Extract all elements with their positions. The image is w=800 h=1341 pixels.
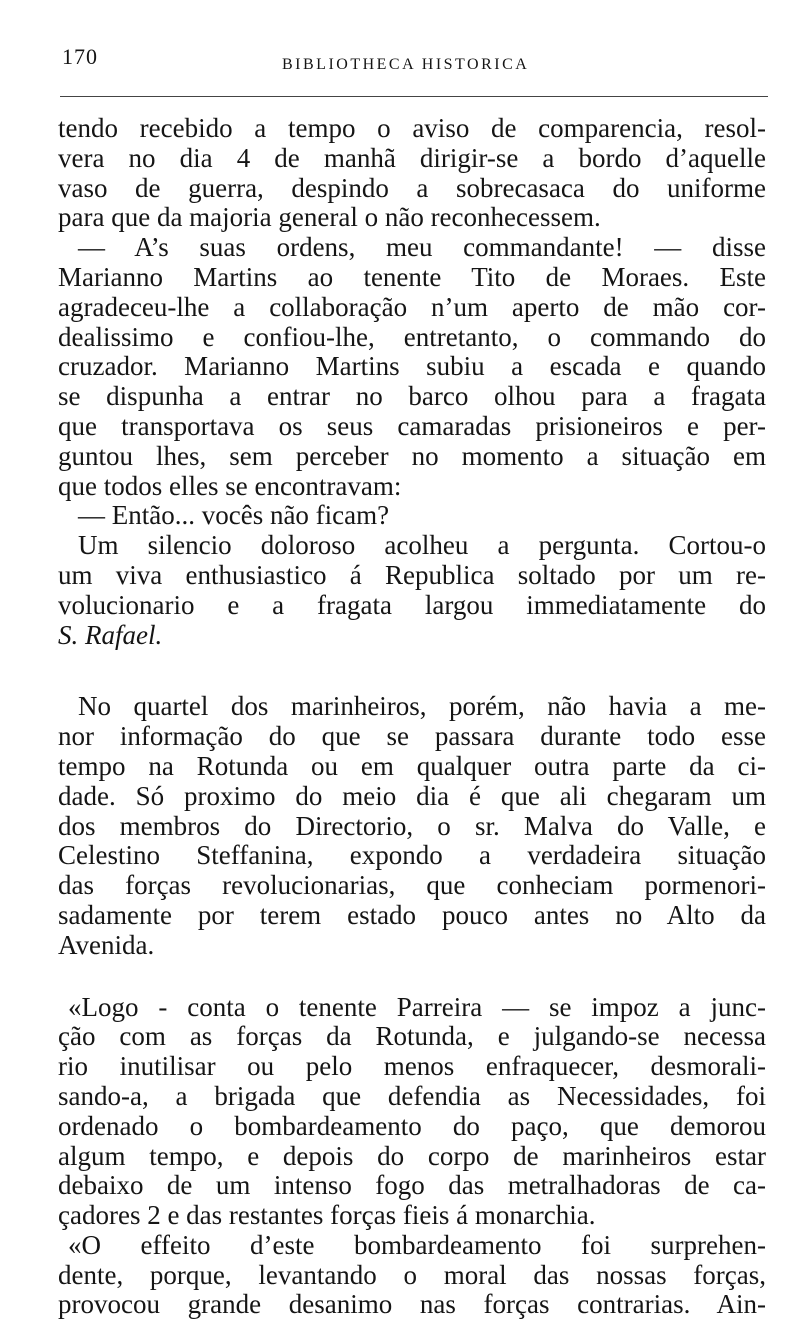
- text-line: ção com as forças da Rotunda, e julgando-se necessa: [58, 1021, 766, 1052]
- header-rule: [60, 96, 768, 97]
- text-line: algum tempo, e depois do corpo de marinheiros estar: [58, 1140, 766, 1171]
- running-title: BIBLIOTHECA HISTORICA: [282, 56, 530, 73]
- paragraph: [58, 993, 766, 1231]
- text-line: tendo recebido a tempo o aviso de comparencia, resol-: [58, 113, 766, 143]
- text-line: Um silencio doloroso acolheu a pergunta. Cortou-o: [78, 530, 766, 561]
- text-line: dade. Só proximo do meio dia é que ali chegaram um: [58, 780, 766, 811]
- paragraph: [58, 501, 766, 531]
- text-line: ordenado o bombardeamento do paço, que demorou: [58, 1110, 766, 1141]
- text-line: provocou grande desanimo nas forças contrarias. Ain-: [58, 1289, 766, 1320]
- text-line: que todos elles se encontravam:: [58, 470, 402, 501]
- text-line: rio inutilisar ou pelo menos enfraquecer, desmorali-: [58, 1051, 766, 1082]
- text-line: tempo na Rotunda ou em qualquer outra parte da ci-: [58, 750, 766, 781]
- text-line: nor informação do que se passara durante todo esse: [58, 721, 766, 752]
- paragraph: [58, 114, 766, 233]
- text-line: se dispunha a entrar no barco olhou para a fragata: [58, 381, 766, 412]
- text-line: dos membros do Directorio, o sr. Malva do Valle, e: [58, 810, 766, 841]
- text-line: — A’s suas ordens, meu commandante! — disse: [78, 232, 766, 263]
- running-head: [62, 44, 768, 74]
- paragraph: [58, 1231, 766, 1320]
- text-line: para que da majoria general o não reconhecessem.: [58, 202, 601, 233]
- ship-name: S. Rafael.: [58, 619, 163, 650]
- text-line: das forças revolucionarias, que conheciam pormenori-: [58, 870, 766, 901]
- paragraph-gap: [58, 961, 766, 993]
- text-line: vaso de guerra, despindo a sobrecasaca do uniforme: [58, 172, 766, 203]
- body-text: [58, 114, 766, 1320]
- text-line: debaixo de um intenso fogo das metralhadoras de ca-: [58, 1170, 766, 1201]
- text-line: «O effeito d’este bombardeamento foi surprehen-: [68, 1229, 766, 1260]
- text-line: Celestino Steffanina, expondo a verdadeira situação: [58, 840, 766, 871]
- text-line: çadores 2 e das restantes forças fieis á monarchia.: [58, 1200, 596, 1231]
- text-line: — Então... vocês não ficam?: [78, 500, 390, 531]
- text-line: um viva enthusiastico á Republica soltado por um re-: [58, 559, 766, 590]
- text-line: «Logo - conta o tenente Parreira — se impoz a junc-: [68, 991, 766, 1022]
- paragraph: [58, 531, 766, 650]
- text-line: guntou lhes, sem perceber no momento a situação em: [58, 440, 766, 471]
- paragraph-gap: [58, 650, 766, 692]
- text-line: que transportava os seus camaradas prisioneiros e per-: [58, 410, 766, 441]
- paragraph: [58, 233, 766, 501]
- text-line: volucionario e a fragata largou immediatamente do: [58, 589, 766, 620]
- text-line: Marianno Martins ao tenente Tito de Moraes. Este: [58, 261, 766, 292]
- text-line: dealissimo e confiou-lhe, entretanto, o commando do: [58, 321, 766, 352]
- text-line: sando-a, a brigada que defendia as Necessidades, foi: [58, 1080, 766, 1111]
- text-line: agradeceu-lhe a collaboração n’um aperto de mão cor-: [58, 291, 766, 322]
- text-line: sadamente por terem estado pouco antes no Alto da: [58, 899, 766, 930]
- text-line: Avenida.: [58, 929, 155, 960]
- page-number: 170: [62, 44, 98, 69]
- text-line: vera no dia 4 de manhã dirigir-se a bordo d’aquelle: [58, 142, 766, 173]
- text-line: cruzador. Marianno Martins subiu a escada e quando: [58, 351, 766, 382]
- paragraph: [58, 692, 766, 960]
- text-line: No quartel dos marinheiros, porém, não havia a me-: [78, 691, 766, 722]
- text-line: dente, porque, levantando o moral das nossas forças,: [58, 1259, 766, 1290]
